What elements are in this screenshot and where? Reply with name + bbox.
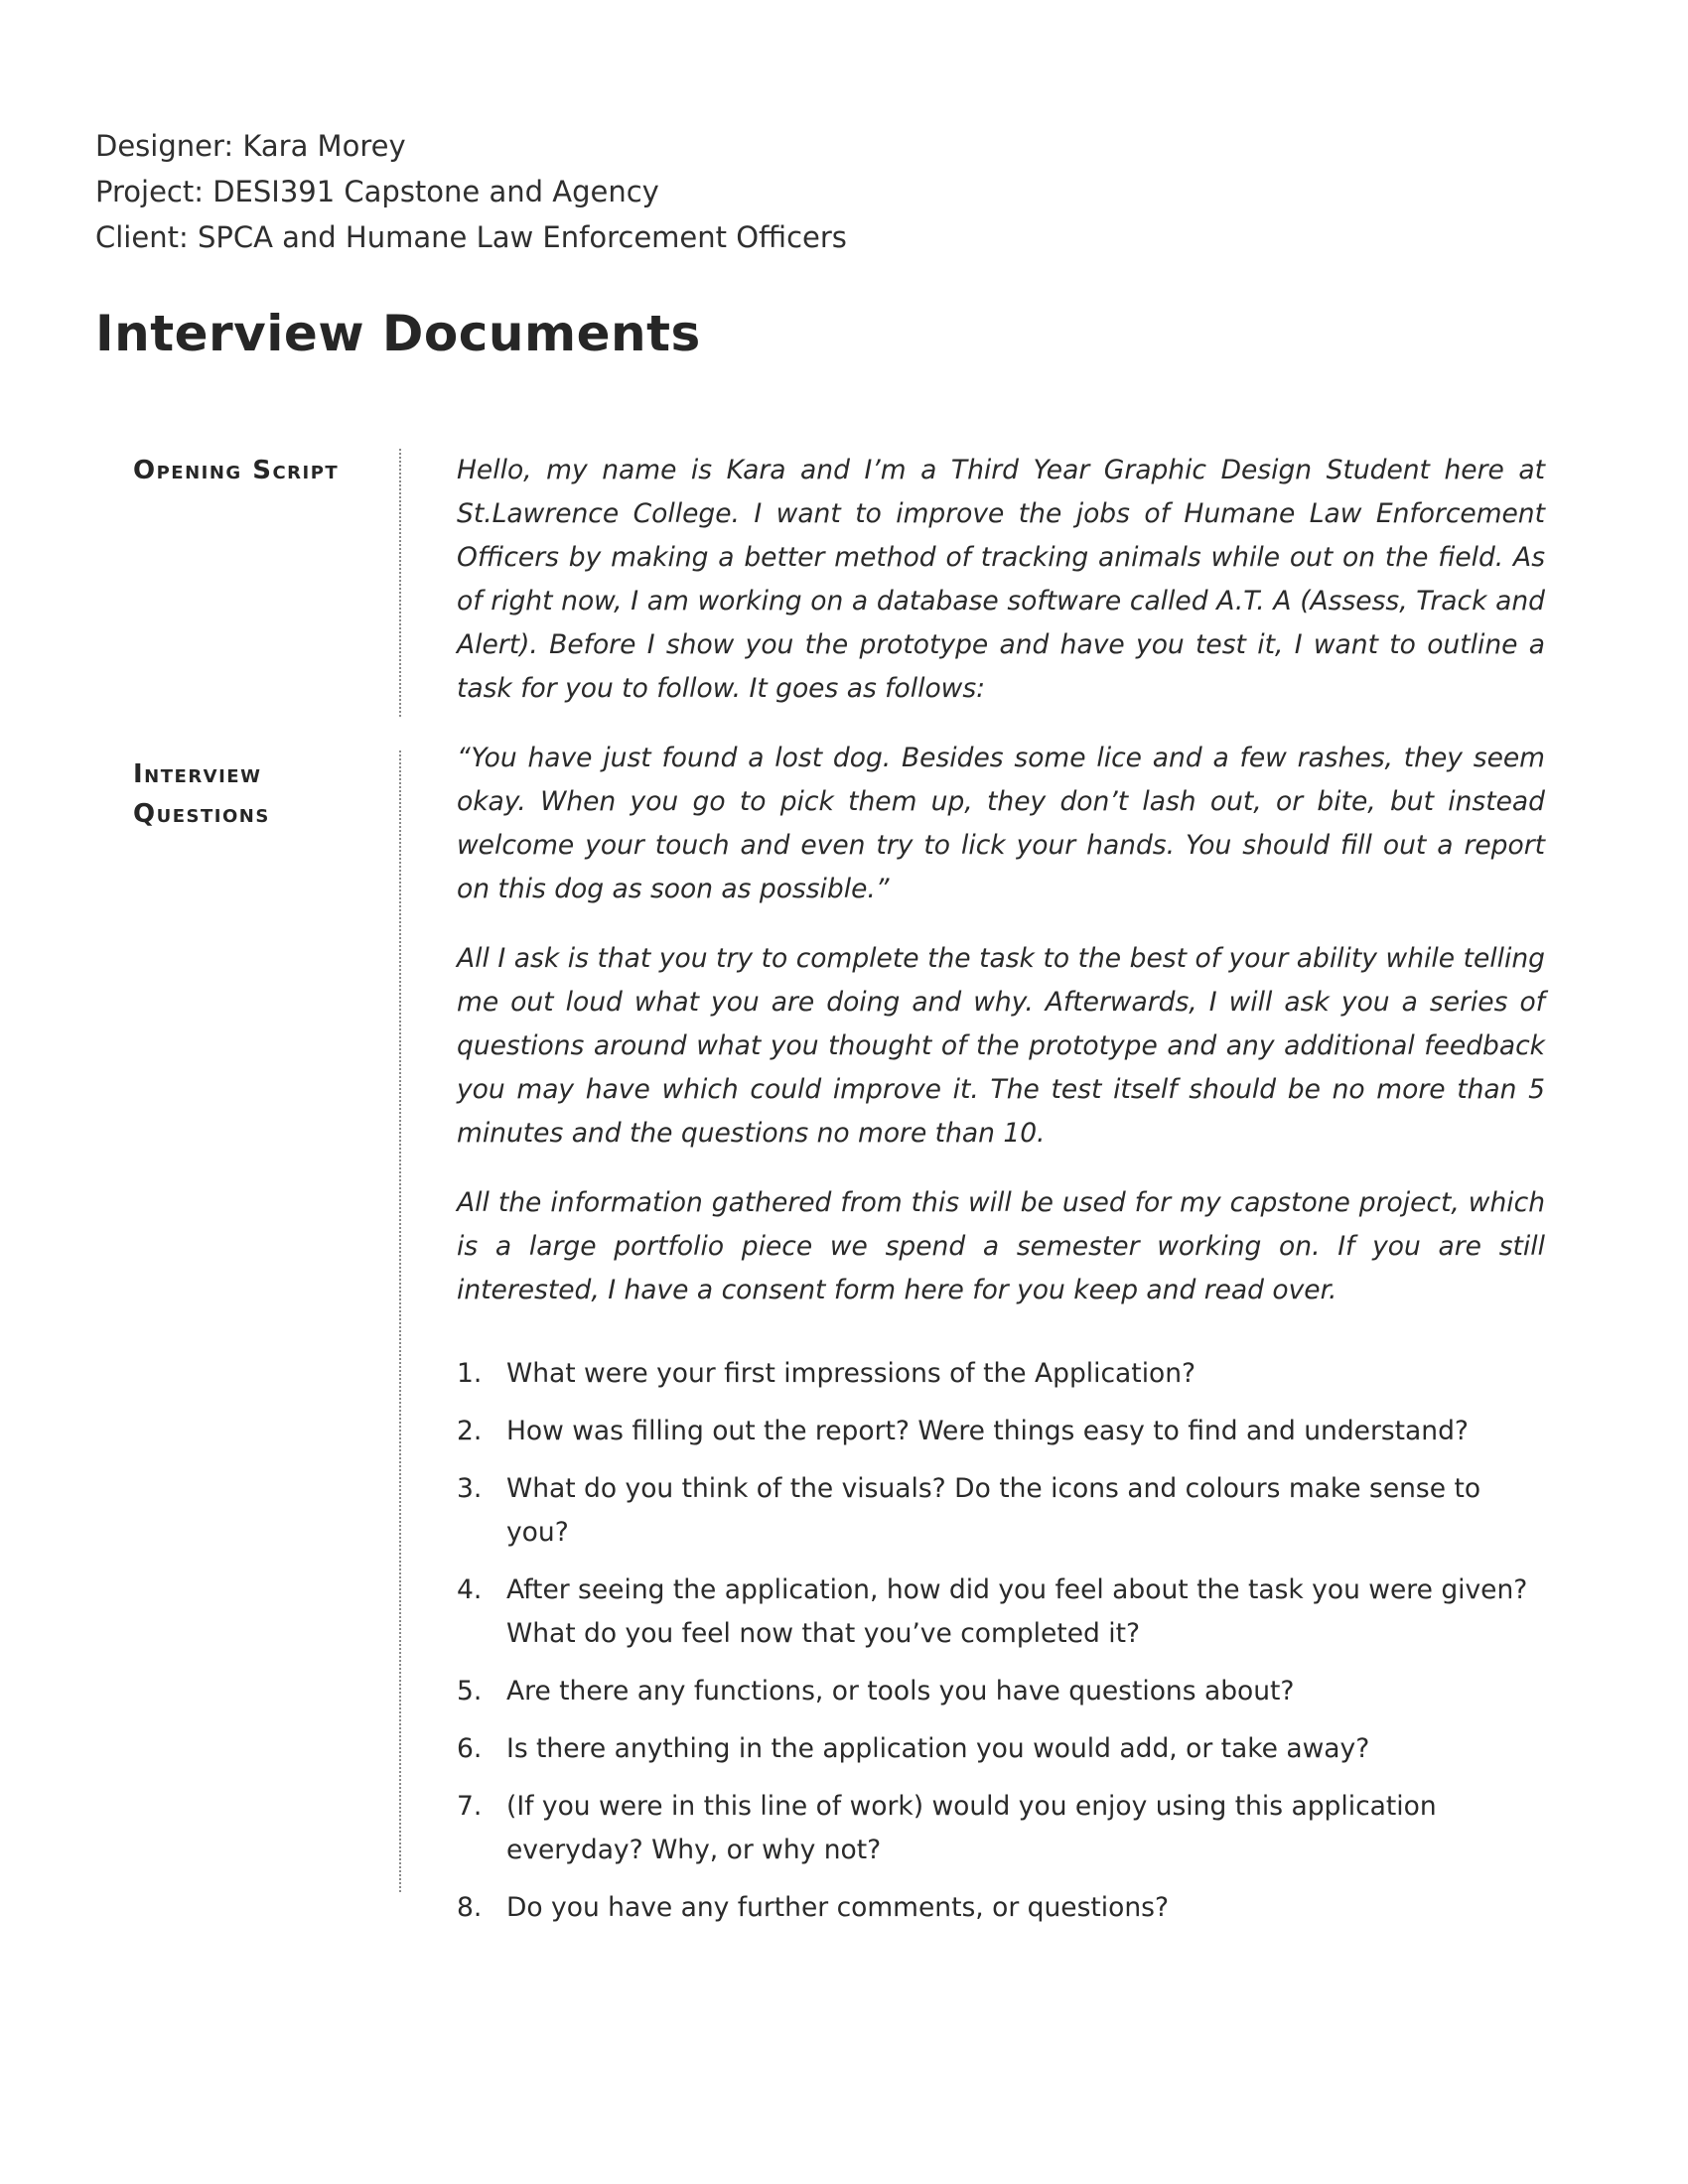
question-list	[457, 1352, 1545, 1930]
interview-questions-body	[457, 737, 1545, 1944]
instructions-paragraph: All I ask is that you try to complete the task to the best of your ability while telling me out loud what you are doing and why. Afterwards, I will ask you a series of questions around what you thought of the prototype and any additional feedback you may have which could improve it. The test itself should be no more than 5 minutes and the questions no more than 10.	[457, 943, 1545, 1149]
section-divider	[399, 751, 401, 1892]
question-number: 7.	[457, 1791, 483, 1822]
list-item	[457, 1410, 1545, 1453]
document-meta	[95, 123, 847, 260]
list-item	[457, 1670, 1545, 1713]
opening-script-label: Opening Script	[133, 456, 340, 485]
page-title: Interview Documents	[95, 305, 701, 362]
question-number: 8.	[457, 1892, 483, 1923]
list-item	[457, 1352, 1545, 1396]
list-item	[457, 1727, 1545, 1771]
interview-questions-section	[0, 737, 1688, 1923]
list-item	[457, 1467, 1545, 1555]
list-item	[457, 1569, 1545, 1656]
list-item	[457, 1886, 1545, 1930]
opening-script-text: Hello, my name is Kara and I’m a Third Year Graphic Design Student here at St.Lawrence College. I want to improve the jobs of Humane Law Enforcement Officers by making a better method of tracking animals while out on the field. As of right now, I am working on a database software called A.T. A (Assess, Track and Alert). Before I show you the prototype and have you test it, I want to outline a task for you to follow. It goes as follows:	[457, 455, 1545, 704]
list-item	[457, 1785, 1545, 1872]
question-number: 5.	[457, 1676, 483, 1706]
designer-line: Designer: Kara Morey	[95, 129, 406, 163]
opening-script-section	[0, 449, 1688, 717]
task-scenario-paragraph: “You have just found a lost dog. Besides some lice and a few rashes, they seem okay. When you go to pick them up, they don’t lash out, or bite, but instead welcome your touch and even try to lick your hands. You should fill out a report on this dog as soon as possible.”	[457, 743, 1545, 904]
interview-questions-label: Interview Questions	[133, 759, 270, 829]
question-text: What do you think of the visuals? Do the icons and colours make sense to you?	[506, 1473, 1481, 1548]
question-number: 1.	[457, 1358, 483, 1389]
question-number: 3.	[457, 1473, 483, 1504]
question-text: Do you have any further comments, or questions?	[506, 1892, 1170, 1923]
question-text: How was filling out the report? Were things easy to find and understand?	[506, 1416, 1469, 1446]
question-text: Is there anything in the application you would add, or take away?	[506, 1733, 1370, 1764]
question-number: 2.	[457, 1416, 483, 1446]
client-line: Client: SPCA and Humane Law Enforcement Officers	[95, 220, 847, 254]
project-line: Project: DESI391 Capstone and Agency	[95, 175, 659, 208]
question-text: After seeing the application, how did you feel about the task you were given? What do you feel now that you’ve completed it?	[506, 1574, 1528, 1649]
opening-script-body	[457, 449, 1545, 711]
question-text: (If you were in this line of work) would you enjoy using this application everyday? Why, or why not?	[506, 1791, 1437, 1865]
question-number: 4.	[457, 1574, 483, 1605]
consent-paragraph: All the information gathered from this will be used for my capstone project, which is a large portfolio piece we spend a semester working on. If you are still interested, I have a consent form here for you keep and read over.	[457, 1187, 1545, 1305]
section-divider	[399, 449, 401, 717]
question-text: What were your first impressions of the Application?	[506, 1358, 1196, 1389]
question-number: 6.	[457, 1733, 483, 1764]
question-text: Are there any functions, or tools you have questions about?	[506, 1676, 1295, 1706]
